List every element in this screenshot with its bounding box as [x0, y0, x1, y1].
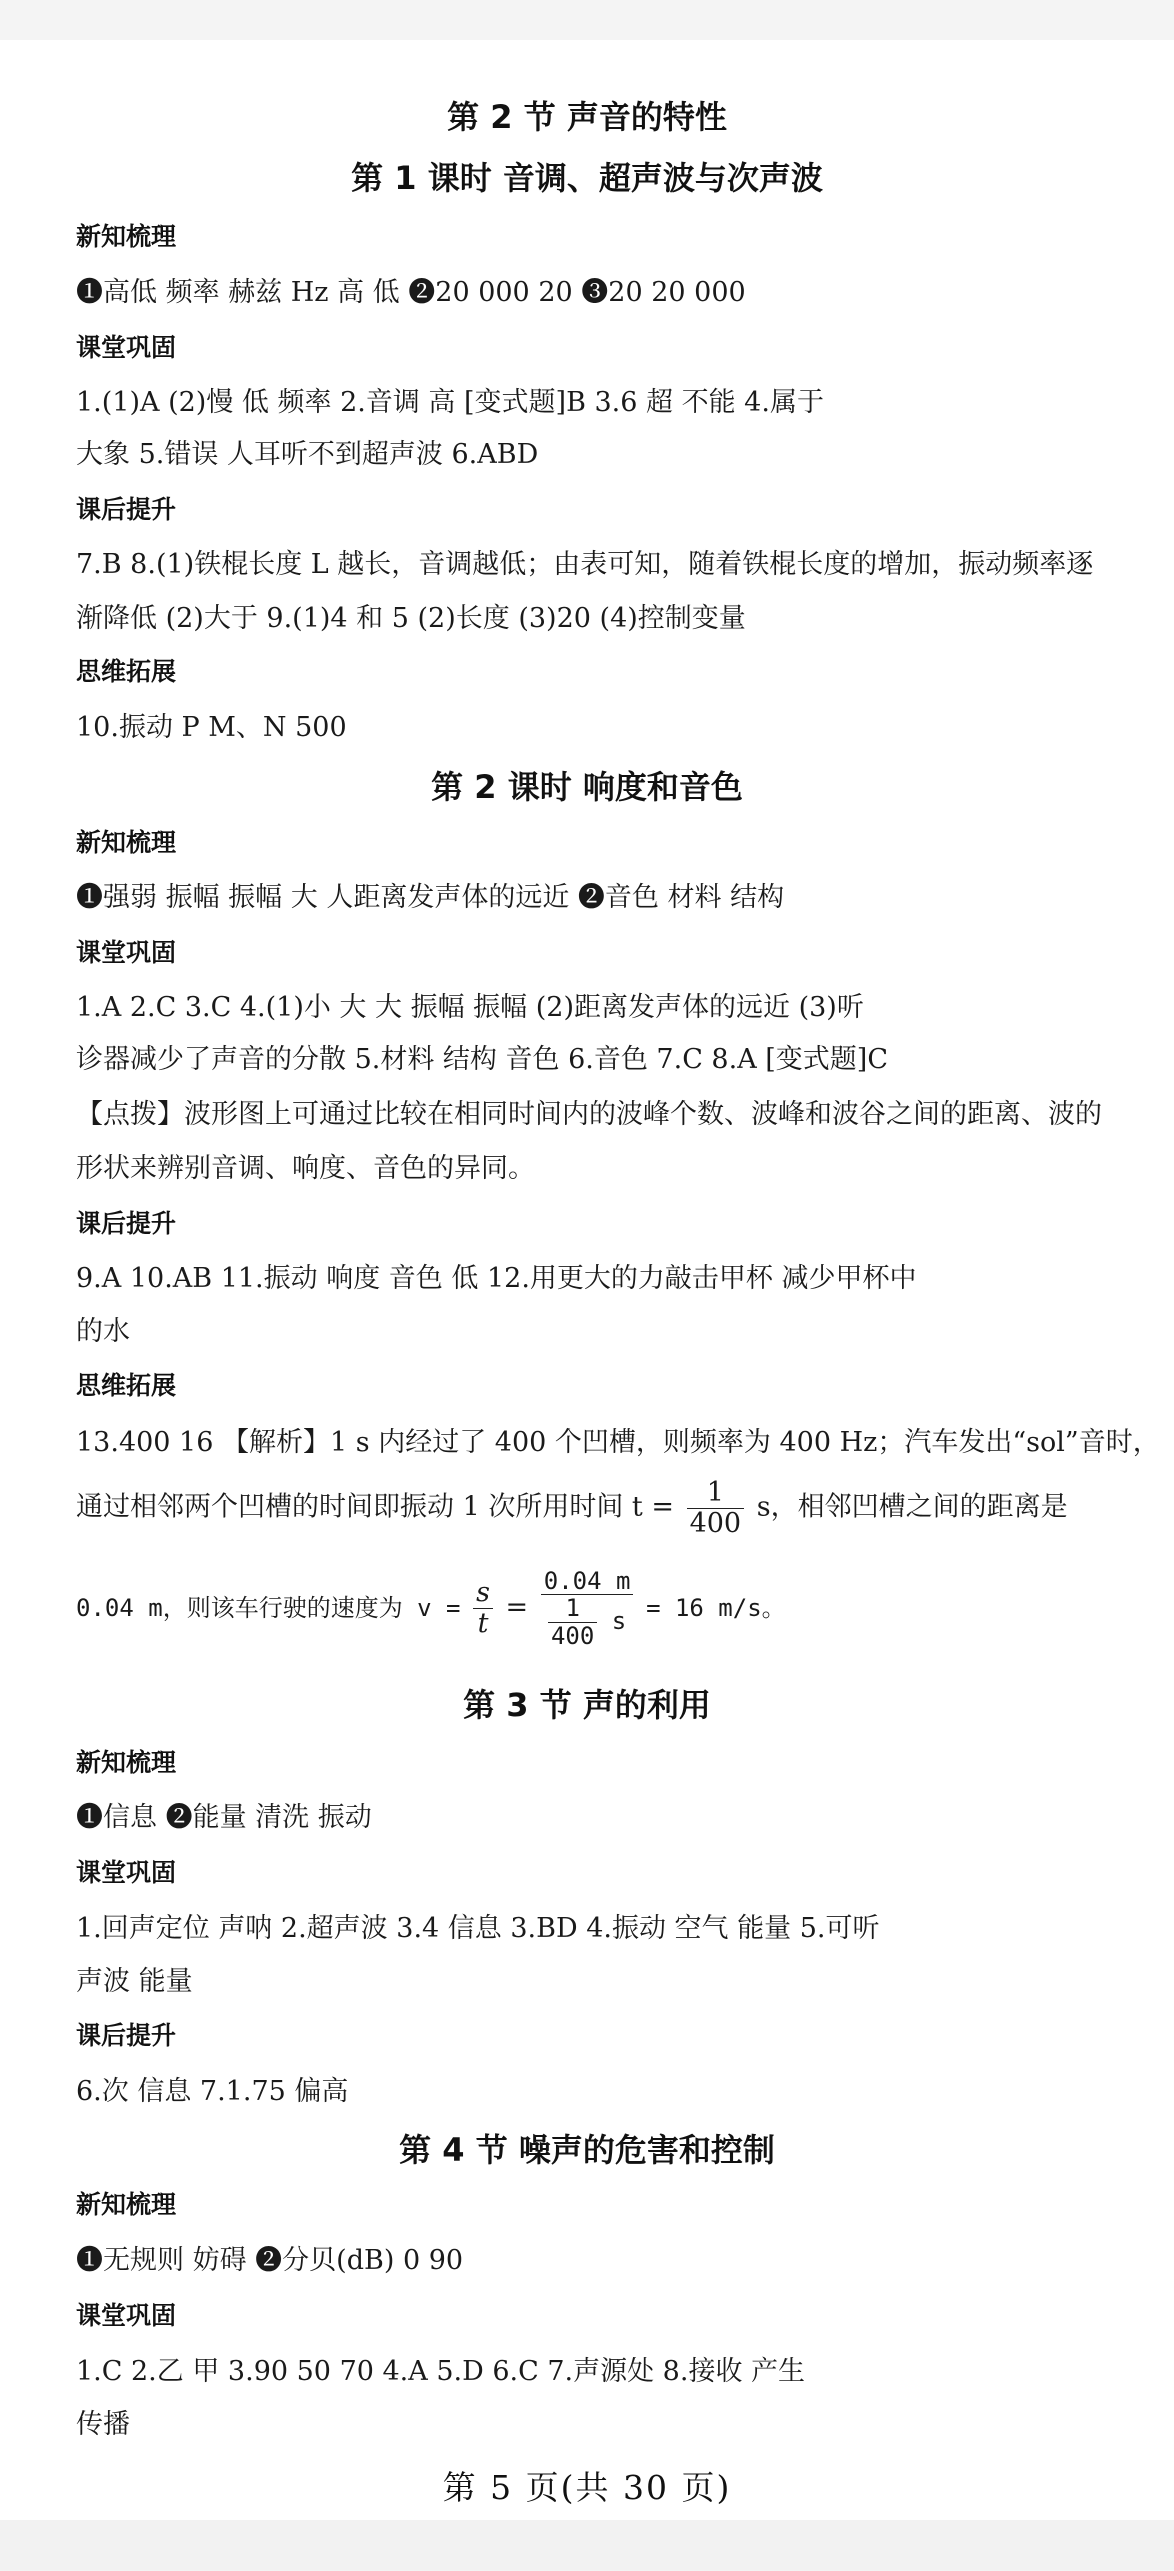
fraction-numerator: 1	[687, 1478, 745, 1509]
kehou-label: 课后提升	[76, 495, 177, 524]
fraction-denominator: 400	[550, 1621, 595, 1650]
top-margin	[0, 0, 1174, 40]
answer-line: 1.A 2.C 3.C 4.(1)小 大 大 振幅 振幅 (2)距离发声体的远近 (3)听	[76, 992, 864, 1023]
answer-text: 0.04 m，则该车行驶的速度为 v =	[76, 1594, 461, 1623]
ketang-label: 课堂巩固	[76, 1858, 177, 1887]
kehou-label: 课后提升	[76, 2021, 177, 2050]
answer-line: ❶无规则 妨碍 ❷分贝(dB) 0 90	[76, 2245, 464, 2276]
answer-line: 1.回声定位 声呐 2.超声波 3.4 信息 3.BD 4.振动 空气 能量 5.可听	[76, 1913, 880, 1944]
answer-line: ❶强弱 振幅 振幅 大 人距离发声体的远近 ❷音色 材料 结构	[76, 882, 785, 913]
answer-line: 传播	[76, 2409, 130, 2440]
answer-line: 1.(1)A (2)慢 低 频率 2.音调 高 [变式题]B 3.6 超 不能 4.属于	[76, 387, 824, 418]
answer-line: 形状来辨别音调、响度、音色的异同。	[76, 1153, 535, 1184]
fraction-denominator	[541, 1595, 634, 1649]
answer-text: = 16 m/s。	[646, 1594, 786, 1623]
fraction-numerator: s	[473, 1578, 493, 1609]
siwei-label: 思维拓展	[76, 1371, 177, 1400]
answer-line: 的水	[76, 1316, 130, 1347]
fraction	[687, 1478, 745, 1538]
ketang-label: 课堂巩固	[76, 333, 177, 362]
fraction-numerator: 1	[548, 1595, 597, 1622]
xinzhi-label: 新知梳理	[76, 2190, 177, 2219]
nested-fraction	[548, 1595, 597, 1649]
answer-line: 9.A 10.AB 11.振动 响度 音色 低 12.用更大的力敲击甲杯 减少甲杯中	[76, 1263, 917, 1294]
page-footer: 第 5 页(共 30 页)	[442, 2468, 732, 2507]
answer-line-with-fraction	[76, 1478, 1116, 1538]
xinzhi-label: 新知梳理	[76, 222, 177, 251]
answer-line: 诊器减少了声音的分散 5.材料 结构 音色 6.音色 7.C 8.A [变式题]C	[76, 1044, 889, 1075]
bottom-margin	[0, 2520, 1174, 2571]
fraction-denominator: t	[477, 1608, 489, 1640]
fraction-numerator: 0.04 m	[541, 1568, 634, 1595]
kehou-label: 课后提升	[76, 1209, 177, 1238]
answer-line: ❶高低 频率 赫兹 Hz 高 低 ❷20 000 20 ❸20 20 000	[76, 277, 746, 308]
answer-line: 13.400 16 【解析】1 s 内经过了 400 个凹槽，则频率为 400 Hz；汽车发出“sol”音时，	[76, 1427, 1160, 1458]
equals-sign: =	[505, 1592, 529, 1624]
fraction-denominator: 400	[689, 1507, 742, 1539]
lesson-2-title: 第 2 课时 响度和音色	[431, 768, 743, 806]
answer-line: 声波 能量	[76, 1966, 193, 1997]
ketang-label: 课堂巩固	[76, 2301, 177, 2330]
answer-line: 6.次 信息 7.1.75 偏高	[76, 2076, 349, 2107]
section-3-title: 第 3 节 声的利用	[463, 1686, 711, 1724]
answer-line: 【点拨】波形图上可通过比较在相同时间内的波峰个数、波峰和波谷之间的距离、波的	[76, 1099, 1102, 1130]
fraction	[473, 1578, 493, 1638]
answer-line: 1.C 2.乙 甲 3.90 50 70 4.A 5.D 6.C 7.声源处 8.接收 产生	[76, 2356, 806, 2387]
answer-text: 通过相邻两个凹槽的时间即振动 1 次所用时间 t =	[76, 1491, 674, 1523]
answer-text: s，相邻凹槽之间的距离是	[756, 1491, 1068, 1523]
answer-line: 大象 5.错误 人耳听不到超声波 6.ABD	[76, 439, 539, 470]
answer-line: 渐降低 (2)大于 9.(1)4 和 5 (2)长度 (3)20 (4)控制变量	[76, 603, 746, 634]
answer-line: 10.振动 P M、N 500	[76, 712, 347, 743]
velocity-formula-line	[76, 1568, 1116, 1649]
ketang-label: 课堂巩固	[76, 938, 177, 967]
section-4-title: 第 4 节 噪声的危害和控制	[399, 2131, 775, 2169]
answer-line: ❶信息 ❷能量 清洗 振动	[76, 1802, 372, 1833]
lesson-1-title: 第 1 课时 音调、超声波与次声波	[351, 159, 823, 197]
xinzhi-label: 新知梳理	[76, 1748, 177, 1777]
answer-line: 7.B 8.(1)铁棍长度 L 越长，音调越低；由表可知，随着铁棍长度的增加，振动频率逐	[76, 549, 1094, 580]
fraction	[541, 1568, 634, 1649]
unit: s	[611, 1607, 627, 1636]
xinzhi-label: 新知梳理	[76, 828, 177, 857]
siwei-label: 思维拓展	[76, 657, 177, 686]
section-2-title: 第 2 节 声音的特性	[447, 98, 727, 136]
